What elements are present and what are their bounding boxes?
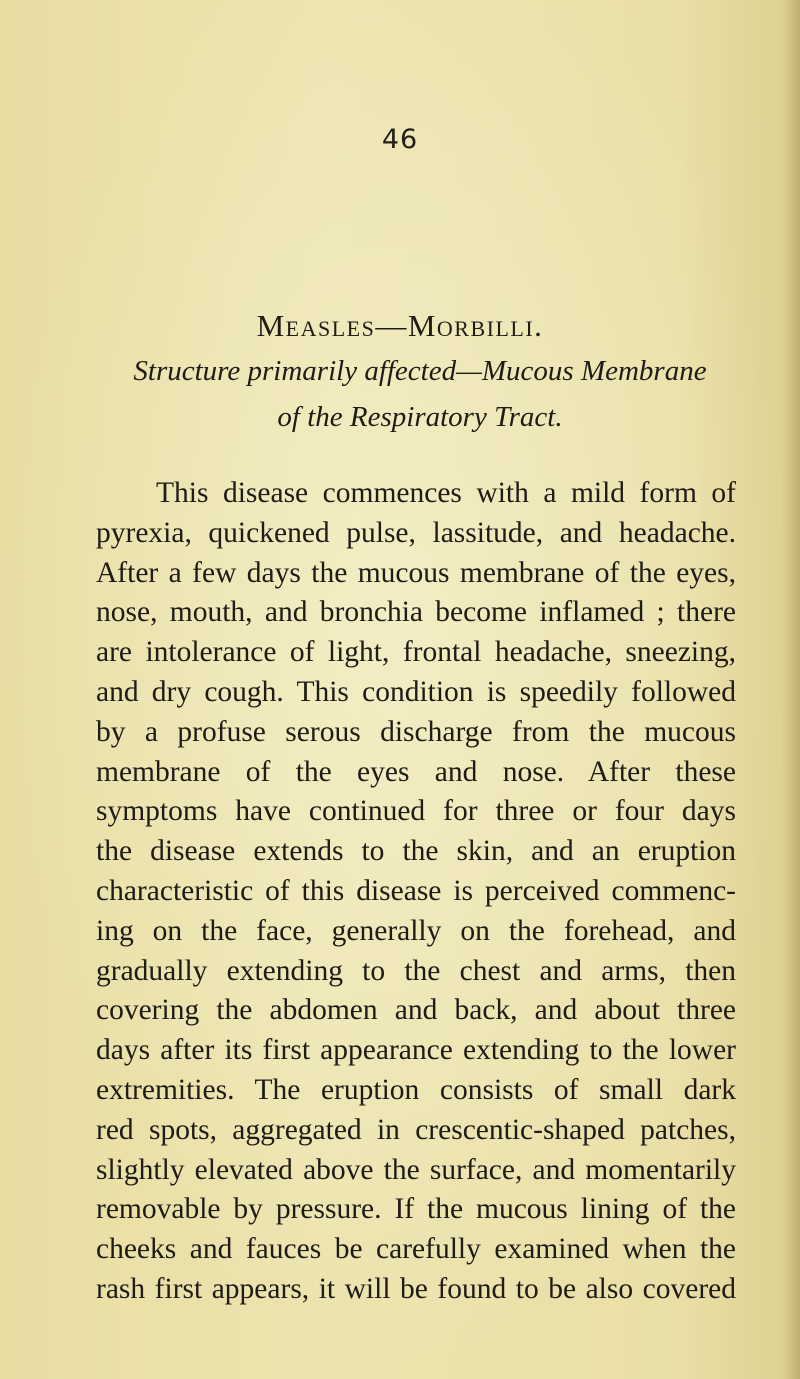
- body-line: by a profuse serous discharge from the mucous: [96, 715, 736, 748]
- body-line: covering the abdomen and back, and about three: [96, 994, 736, 1027]
- body-line: removable by pressure. If the mucous lining of the: [96, 1193, 736, 1226]
- page-edge-shadow: [782, 0, 800, 1379]
- body-line: pyrexia, quickened pulse, lassitude, and headache.: [96, 516, 736, 549]
- body-line: red spots, aggregated in crescentic-shaped patches,: [96, 1113, 736, 1146]
- body-line: nose, mouth, and bronchia become inflamed ; there: [96, 596, 736, 629]
- body-line: rash first appears, it will be found to be also covered: [96, 1272, 736, 1305]
- body-paragraph: [96, 474, 736, 1310]
- subtitle-line: Structure primarily affected—Mucous Membrane: [133, 355, 707, 387]
- body-line: characteristic of this disease is perceived commenc-: [96, 874, 736, 907]
- chapter-title: Measles—Morbilli.: [256, 308, 544, 343]
- body-line: After a few days the mucous membrane of the eyes,: [96, 556, 736, 589]
- body-line: cheeks and fauces be carefully examined when the: [96, 1233, 736, 1266]
- body-line: extremities. The eruption consists of small dark: [96, 1073, 736, 1106]
- chapter-subtitle: [110, 348, 730, 440]
- body-line: slightly elevated above the surface, and momentarily: [96, 1153, 736, 1186]
- body-line: days after its first appearance extending to the lower: [96, 1034, 736, 1067]
- body-line: are intolerance of light, frontal headache, sneezing,: [96, 636, 736, 669]
- body-line: ing on the face, generally on the forehead, and: [96, 914, 736, 947]
- body-line: symptoms have continued for three or four days: [96, 795, 736, 828]
- body-line: membrane of the eyes and nose. After these: [96, 755, 736, 788]
- subtitle-line: of the Respiratory Tract.: [277, 401, 563, 433]
- body-line: gradually extending to the chest and arms, then: [96, 954, 736, 987]
- page-number: 46: [381, 124, 419, 155]
- body-line: the disease extends to the skin, and an eruption: [96, 835, 736, 868]
- body-line: and dry cough. This condition is speedily followed: [96, 675, 736, 708]
- body-line: This disease commences with a mild form of: [156, 477, 736, 509]
